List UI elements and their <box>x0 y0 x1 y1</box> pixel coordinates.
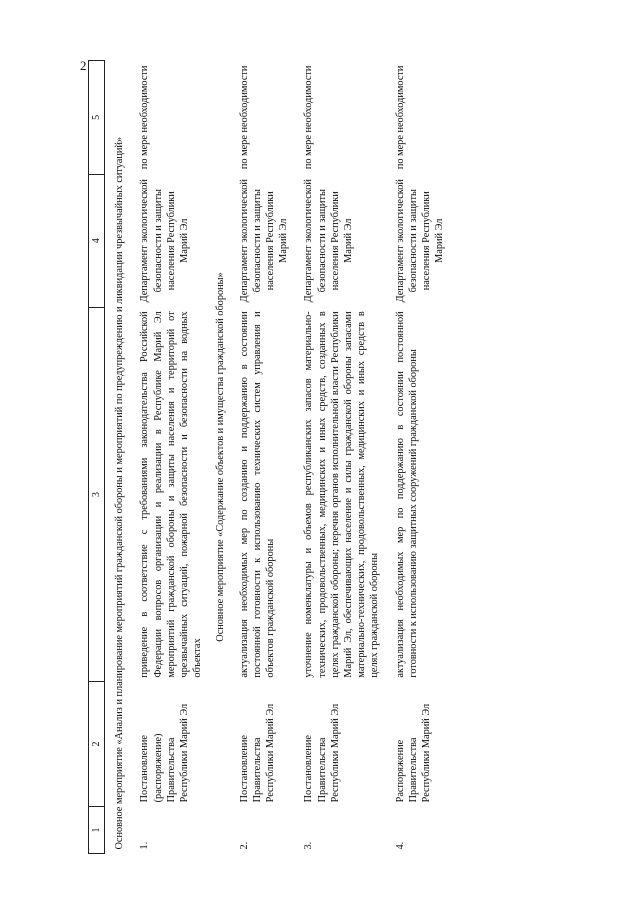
table-row <box>132 61 210 854</box>
row-number: 4. <box>394 841 406 850</box>
row-content: приведение в соответствие с требованиями законодательства Российской Федерации вопросов организации и реализации в Республике Марий Эл мероприятий гражданской обороны и защиты населения и территорий от чрезвычайных ситуаций, пожарной безопасности и безопасности на водных объектах <box>139 311 204 678</box>
row-number: 2. <box>238 841 250 850</box>
header-col-5: 5 <box>89 61 105 175</box>
header-col-1: 1 <box>89 806 105 853</box>
row-number: 3. <box>303 841 315 850</box>
row-number: 1. <box>139 841 151 850</box>
row-term: по мере необходимости <box>238 65 250 170</box>
row-term: по мере необходимости <box>394 65 406 170</box>
row-document-type: Постановление Правительства Республики Марий Эл <box>303 703 341 803</box>
row-executor: Департамент экологической безопасности и защиты населения Республики Марий Эл <box>394 179 446 303</box>
row-executor: Департамент экологической безопасности и защиты населения Республики Марий Эл <box>238 179 290 303</box>
table-row <box>296 61 387 854</box>
rotated-table-container <box>88 60 570 854</box>
measures-table <box>88 60 452 854</box>
table-row <box>232 61 297 854</box>
row-executor: Департамент экологической безопасности и защиты населения Республики Марий Эл <box>303 179 355 303</box>
row-document-type: Распоряжение Правительства Республики Марий Эл <box>394 703 433 803</box>
row-term: по мере необходимости <box>303 65 315 170</box>
row-term: по мере необходимости <box>139 65 151 170</box>
header-col-2: 2 <box>89 682 105 807</box>
row-content: актуализация необходимых мер по поддержанию в состоянии постоянной готовности к использованию защитных сооружений гражданской обороны <box>394 311 419 678</box>
header-col-3: 3 <box>89 307 105 681</box>
header-col-4: 4 <box>89 174 105 307</box>
row-document-type: Постановление Правительства Республики Марий Эл <box>238 703 277 803</box>
row-executor: Департамент экологической безопасности и защиты населения Республики Марий Эл <box>139 179 191 303</box>
row-content: уточнение номенклатуры и объемов республиканских запасов материально-технических, продовольственных, медицинских и иных средств, созданных в целях гражданской обороны; перечня органов исполнительной власти Республики Марий Эл, обеспечивающих население и силы гражданской обороны запасами материально-технических, продовольственных, медицинских и иных средств в целях гражданской обороны <box>303 311 381 678</box>
row-content: актуализация необходимых мер по созданию и поддержанию в состоянии постоянной готовности к использованию технических систем управления и объектов гражданской обороны <box>238 311 277 678</box>
section-title-maintenance: Основное мероприятие «Содержание объектов и имущества гражданской обороны» <box>215 272 227 642</box>
page-number: 2 <box>80 58 87 73</box>
header-row <box>89 61 105 854</box>
row-document-type: Постановление (распоряжение) Правительства Республики Марий Эл <box>139 703 191 803</box>
table-row <box>388 61 453 854</box>
section-title-analysis: Основное мероприятие «Анализ и планирование мероприятий гражданской обороны и мероприятий по предупреждению и ликвидации чрезвычайных ситуаций» <box>114 136 126 850</box>
